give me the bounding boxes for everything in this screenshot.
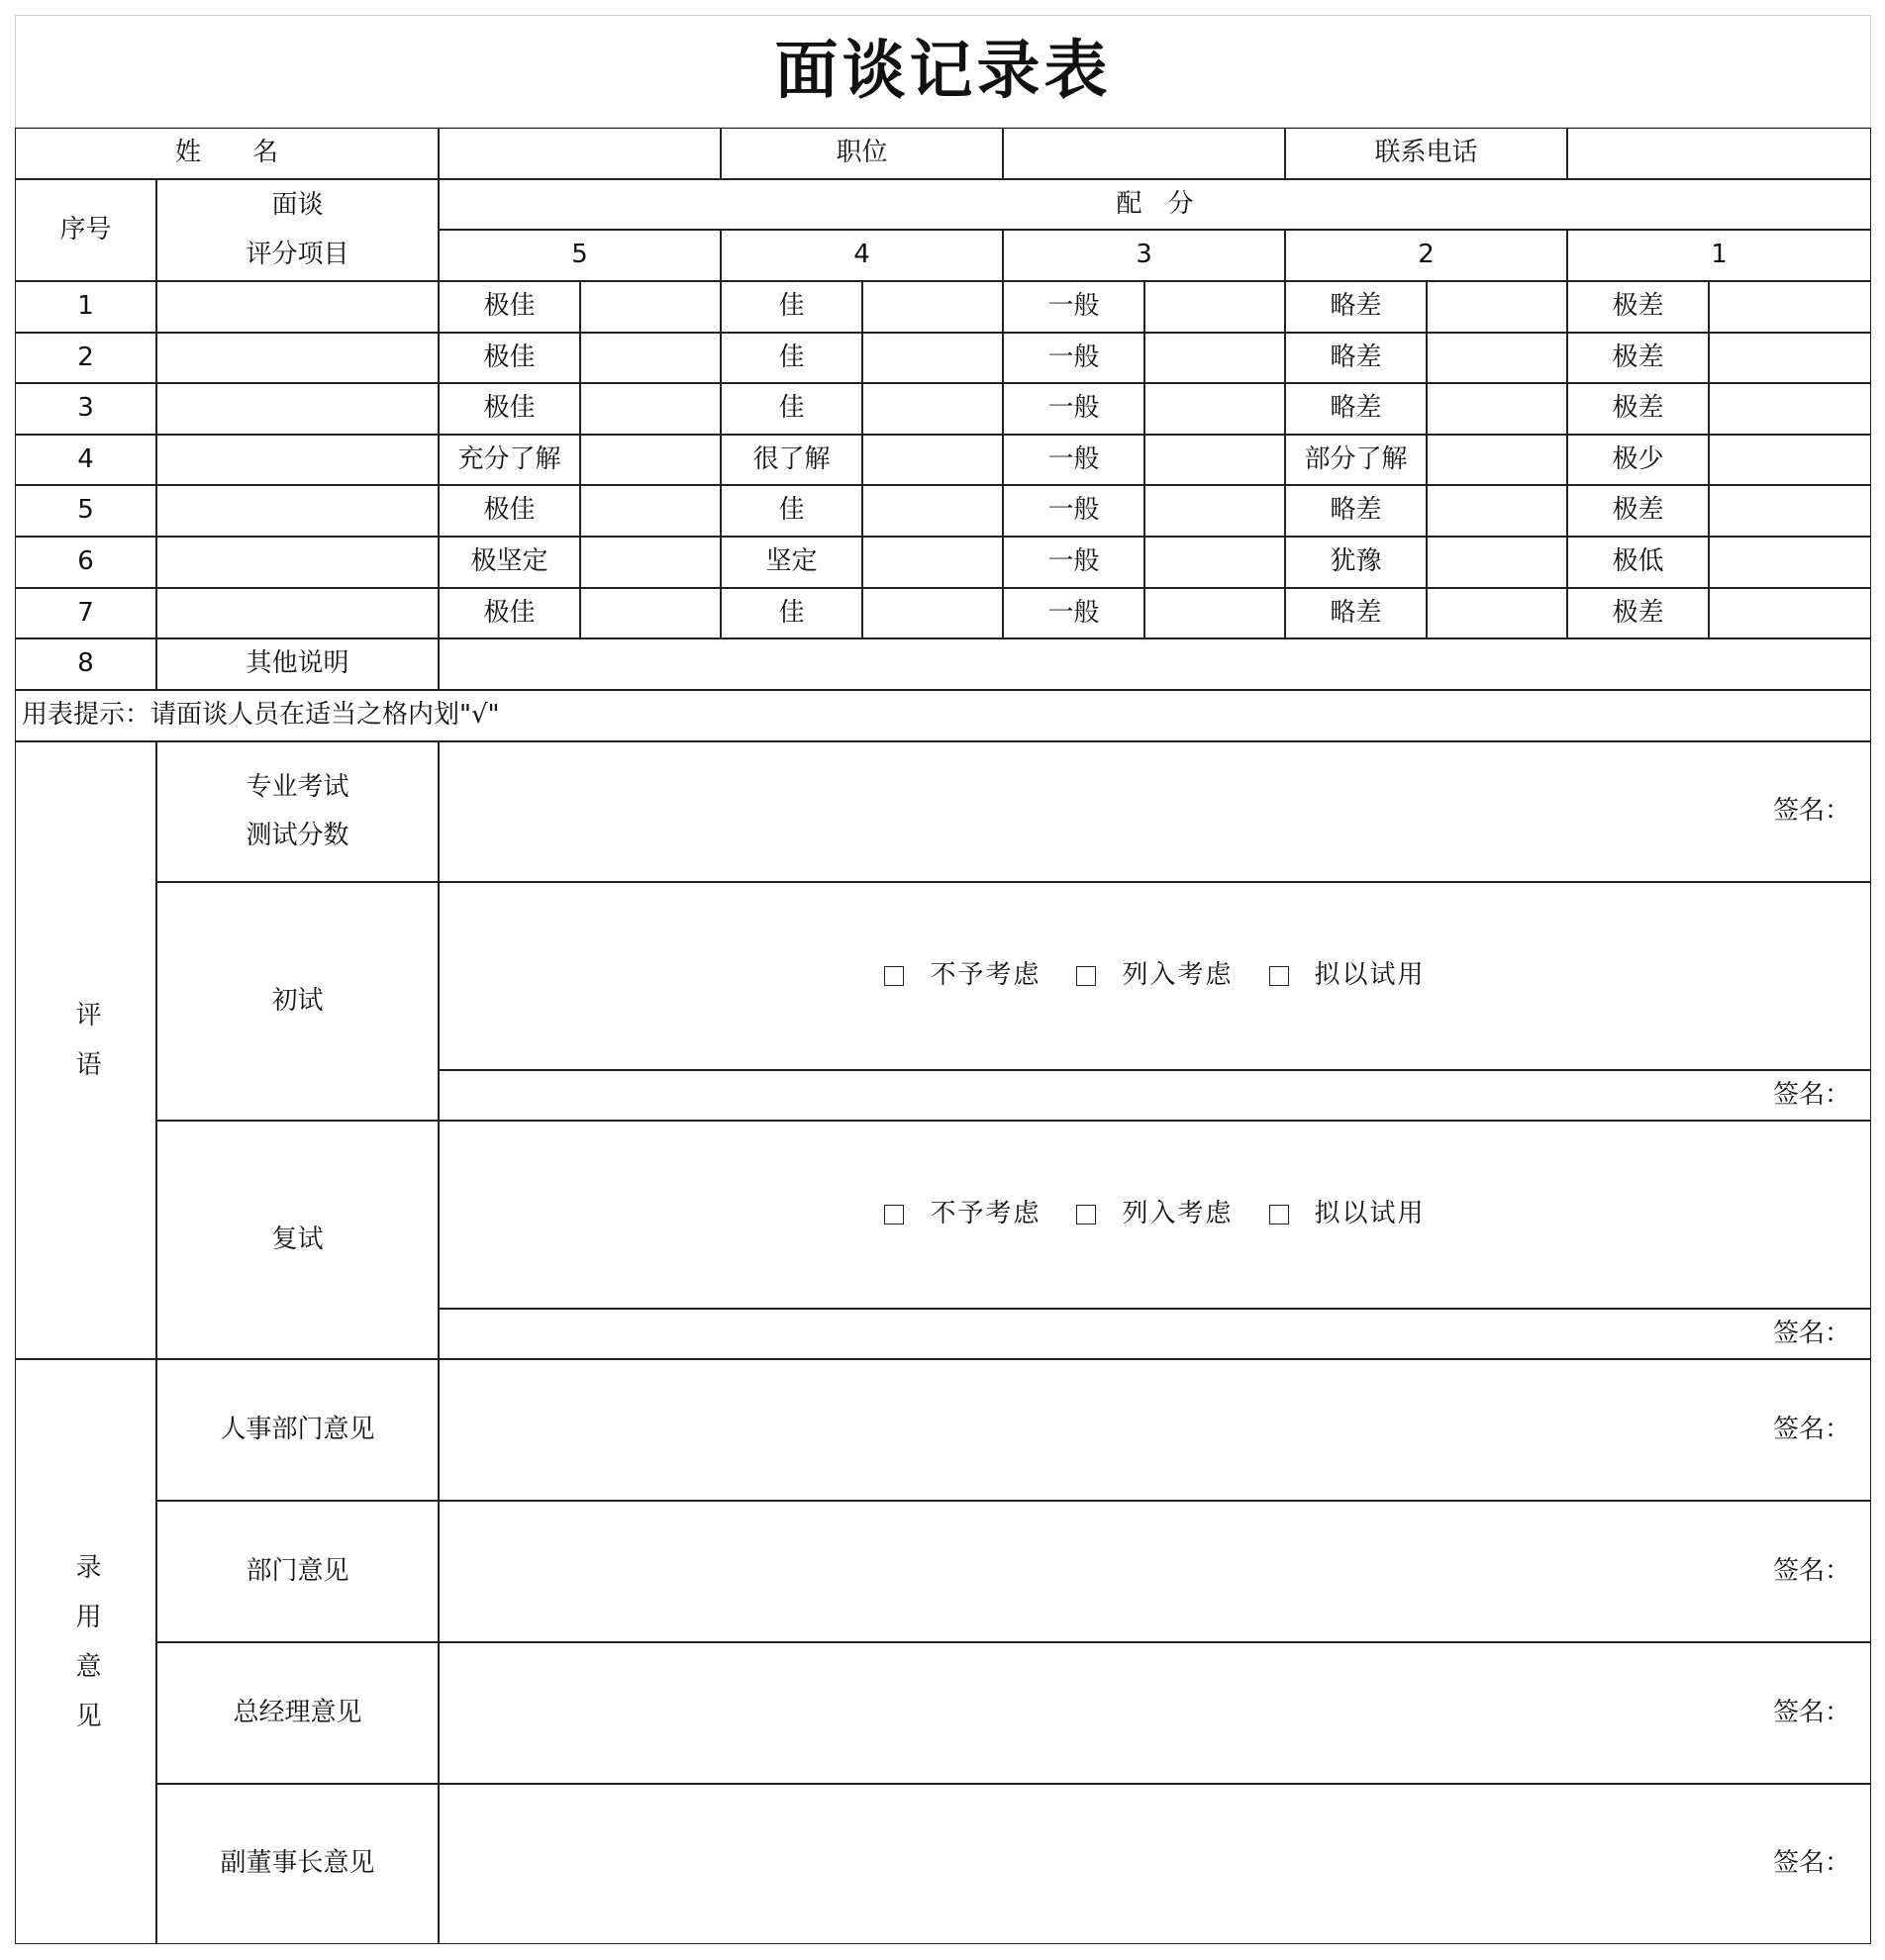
usage-hint: 用表提示：请面谈人员在适当之格内划"√" bbox=[15, 690, 1871, 741]
level-check-cell[interactable] bbox=[580, 435, 721, 485]
approval-group-text: 录用意见 bbox=[71, 1552, 102, 1751]
first-sign-field[interactable] bbox=[439, 1070, 1871, 1121]
score-4: 4 bbox=[721, 230, 1003, 281]
level-check-cell[interactable] bbox=[1144, 281, 1285, 333]
second-reject-label: 不予考虑 bbox=[930, 1199, 1042, 1229]
row-number: 5 bbox=[15, 485, 156, 537]
exam-score-field[interactable] bbox=[439, 741, 1871, 882]
second-interview-options bbox=[439, 1121, 1871, 1309]
second-sign-label: 签名： bbox=[1772, 1318, 1850, 1348]
level-check-cell[interactable] bbox=[580, 281, 721, 333]
level-check-cell[interactable] bbox=[1144, 383, 1285, 435]
level-check-cell[interactable] bbox=[862, 281, 1003, 333]
level-label: 一般 bbox=[1003, 333, 1144, 383]
level-check-cell[interactable] bbox=[1144, 588, 1285, 638]
row-number: 7 bbox=[15, 588, 156, 638]
row-item-field[interactable] bbox=[156, 537, 439, 588]
level-check-cell[interactable] bbox=[1709, 537, 1871, 588]
page-title: 面谈记录表 bbox=[15, 15, 1871, 128]
level-label: 一般 bbox=[1003, 435, 1144, 485]
level-label: 一般 bbox=[1003, 537, 1144, 588]
row-number: 2 bbox=[15, 333, 156, 383]
interview-record-form bbox=[15, 15, 1871, 1944]
level-label: 极差 bbox=[1567, 485, 1709, 537]
first-interview-label: 初试 bbox=[156, 882, 439, 1121]
level-label: 极差 bbox=[1567, 383, 1709, 435]
second-interview-label: 复试 bbox=[156, 1121, 439, 1359]
level-check-cell[interactable] bbox=[862, 435, 1003, 485]
level-label: 佳 bbox=[721, 281, 862, 333]
item-header-line1: 面谈 bbox=[271, 190, 324, 221]
level-label: 极低 bbox=[1567, 537, 1709, 588]
level-check-cell[interactable] bbox=[580, 485, 721, 537]
level-label: 坚定 bbox=[721, 537, 862, 588]
level-check-cell[interactable] bbox=[1427, 383, 1567, 435]
row-item-field[interactable] bbox=[156, 588, 439, 638]
level-label: 一般 bbox=[1003, 588, 1144, 638]
row-number: 4 bbox=[15, 435, 156, 485]
level-label: 极差 bbox=[1567, 281, 1709, 333]
score-1: 1 bbox=[1567, 230, 1871, 281]
row-item-field[interactable] bbox=[156, 281, 439, 333]
level-check-cell[interactable] bbox=[1709, 435, 1871, 485]
level-label: 一般 bbox=[1003, 383, 1144, 435]
row-number: 6 bbox=[15, 537, 156, 588]
exam-sign-label: 签名： bbox=[1772, 796, 1850, 827]
comments-group-text: 评语 bbox=[71, 1001, 102, 1100]
level-check-cell[interactable] bbox=[862, 333, 1003, 383]
level-label: 很了解 bbox=[721, 435, 862, 485]
level-check-cell[interactable] bbox=[1427, 333, 1567, 383]
level-label: 极佳 bbox=[439, 281, 580, 333]
level-check-cell[interactable] bbox=[1427, 281, 1567, 333]
level-check-cell[interactable] bbox=[580, 537, 721, 588]
level-check-cell[interactable] bbox=[1144, 333, 1285, 383]
exam-label-line1: 专业考试 bbox=[246, 771, 349, 802]
level-label: 极差 bbox=[1567, 333, 1709, 383]
hr-opinion-label: 人事部门意见 bbox=[156, 1359, 439, 1501]
level-label: 佳 bbox=[721, 588, 862, 638]
level-label: 佳 bbox=[721, 485, 862, 537]
hr-opinion-field[interactable] bbox=[439, 1359, 1871, 1501]
hr-sign-label: 签名： bbox=[1772, 1414, 1850, 1444]
level-check-cell[interactable] bbox=[1144, 435, 1285, 485]
level-check-cell[interactable] bbox=[1709, 281, 1871, 333]
level-label: 略差 bbox=[1285, 383, 1427, 435]
second-consider-label: 列入考虑 bbox=[1122, 1199, 1234, 1229]
position-label: 职位 bbox=[721, 128, 1003, 179]
level-check-cell[interactable] bbox=[862, 588, 1003, 638]
other-field[interactable] bbox=[439, 638, 1871, 690]
other-no: 8 bbox=[15, 638, 156, 690]
level-check-cell[interactable] bbox=[1709, 383, 1871, 435]
vice-chair-opinion-field[interactable] bbox=[439, 1784, 1871, 1944]
item-header-line2: 评分项目 bbox=[246, 239, 349, 269]
level-label: 略差 bbox=[1285, 485, 1427, 537]
vice-chair-opinion-label: 副董事长意见 bbox=[156, 1784, 439, 1944]
level-label: 佳 bbox=[721, 333, 862, 383]
level-label: 略差 bbox=[1285, 281, 1427, 333]
first-interview-options bbox=[439, 882, 1871, 1070]
row-item-field[interactable] bbox=[156, 383, 439, 435]
item-header bbox=[156, 179, 439, 281]
second-consider-checkbox[interactable] bbox=[1076, 1205, 1096, 1225]
first-reject-label: 不予考虑 bbox=[930, 960, 1042, 991]
level-label: 极差 bbox=[1567, 588, 1709, 638]
second-trial-label: 拟以试用 bbox=[1314, 1199, 1426, 1229]
approval-group-label bbox=[15, 1359, 156, 1944]
level-label: 佳 bbox=[721, 383, 862, 435]
name-field[interactable] bbox=[439, 128, 721, 179]
first-consider-label: 列入考虑 bbox=[1122, 960, 1234, 991]
seq-header: 序号 bbox=[15, 179, 156, 281]
level-label: 略差 bbox=[1285, 333, 1427, 383]
row-item-field[interactable] bbox=[156, 485, 439, 537]
level-label: 一般 bbox=[1003, 281, 1144, 333]
first-options-group bbox=[884, 958, 1425, 993]
level-check-cell[interactable] bbox=[580, 383, 721, 435]
level-check-cell[interactable] bbox=[1144, 537, 1285, 588]
score-5: 5 bbox=[439, 230, 721, 281]
phone-field[interactable] bbox=[1567, 128, 1871, 179]
first-sign-label: 签名： bbox=[1772, 1079, 1850, 1110]
name-label: 姓 名 bbox=[15, 128, 439, 179]
level-check-cell[interactable] bbox=[580, 333, 721, 383]
level-check-cell[interactable] bbox=[862, 485, 1003, 537]
second-trial-checkbox[interactable] bbox=[1269, 1205, 1289, 1225]
gm-opinion-field[interactable] bbox=[439, 1642, 1871, 1784]
exam-label-line2: 测试分数 bbox=[246, 821, 349, 850]
first-reject-checkbox[interactable] bbox=[884, 966, 904, 986]
gm-opinion-label: 总经理意见 bbox=[156, 1642, 439, 1784]
level-label: 极坚定 bbox=[439, 537, 580, 588]
level-check-cell[interactable] bbox=[1709, 588, 1871, 638]
level-check-cell[interactable] bbox=[1709, 333, 1871, 383]
score-header: 配 分 bbox=[439, 179, 1871, 230]
second-options-group bbox=[884, 1197, 1425, 1231]
first-consider-checkbox[interactable] bbox=[1076, 966, 1096, 986]
level-check-cell[interactable] bbox=[1709, 485, 1871, 537]
exam-score-label bbox=[156, 741, 439, 882]
first-trial-checkbox[interactable] bbox=[1269, 966, 1289, 986]
dept-opinion-field[interactable] bbox=[439, 1501, 1871, 1642]
level-label: 极佳 bbox=[439, 333, 580, 383]
dept-opinion-label: 部门意见 bbox=[156, 1501, 439, 1642]
level-check-cell[interactable] bbox=[580, 588, 721, 638]
level-check-cell[interactable] bbox=[1427, 435, 1567, 485]
level-check-cell[interactable] bbox=[1427, 485, 1567, 537]
level-label: 部分了解 bbox=[1285, 435, 1427, 485]
score-2: 2 bbox=[1285, 230, 1567, 281]
level-label: 极佳 bbox=[439, 383, 580, 435]
dept-sign-label: 签名： bbox=[1772, 1555, 1850, 1586]
level-check-cell[interactable] bbox=[1144, 485, 1285, 537]
level-check-cell[interactable] bbox=[862, 537, 1003, 588]
level-label: 一般 bbox=[1003, 485, 1144, 537]
phone-label: 联系电话 bbox=[1285, 128, 1567, 179]
row-item-field[interactable] bbox=[156, 333, 439, 383]
level-label: 充分了解 bbox=[439, 435, 580, 485]
row-number: 3 bbox=[15, 383, 156, 435]
level-label: 极佳 bbox=[439, 588, 580, 638]
row-number: 1 bbox=[15, 281, 156, 333]
level-label: 略差 bbox=[1285, 588, 1427, 638]
vice-chair-sign-label: 签名： bbox=[1772, 1848, 1850, 1879]
level-label: 极佳 bbox=[439, 485, 580, 537]
score-3: 3 bbox=[1003, 230, 1285, 281]
other-label: 其他说明 bbox=[156, 638, 439, 690]
level-label: 极少 bbox=[1567, 435, 1709, 485]
level-check-cell[interactable] bbox=[1427, 588, 1567, 638]
second-reject-checkbox[interactable] bbox=[884, 1205, 904, 1225]
comments-group-label bbox=[15, 741, 156, 1359]
level-check-cell[interactable] bbox=[862, 383, 1003, 435]
level-check-cell[interactable] bbox=[1427, 537, 1567, 588]
row-item-field[interactable] bbox=[156, 435, 439, 485]
position-field[interactable] bbox=[1003, 128, 1285, 179]
first-trial-label: 拟以试用 bbox=[1314, 960, 1426, 991]
level-label: 犹豫 bbox=[1285, 537, 1427, 588]
second-sign-field[interactable] bbox=[439, 1309, 1871, 1359]
gm-sign-label: 签名： bbox=[1772, 1697, 1850, 1727]
